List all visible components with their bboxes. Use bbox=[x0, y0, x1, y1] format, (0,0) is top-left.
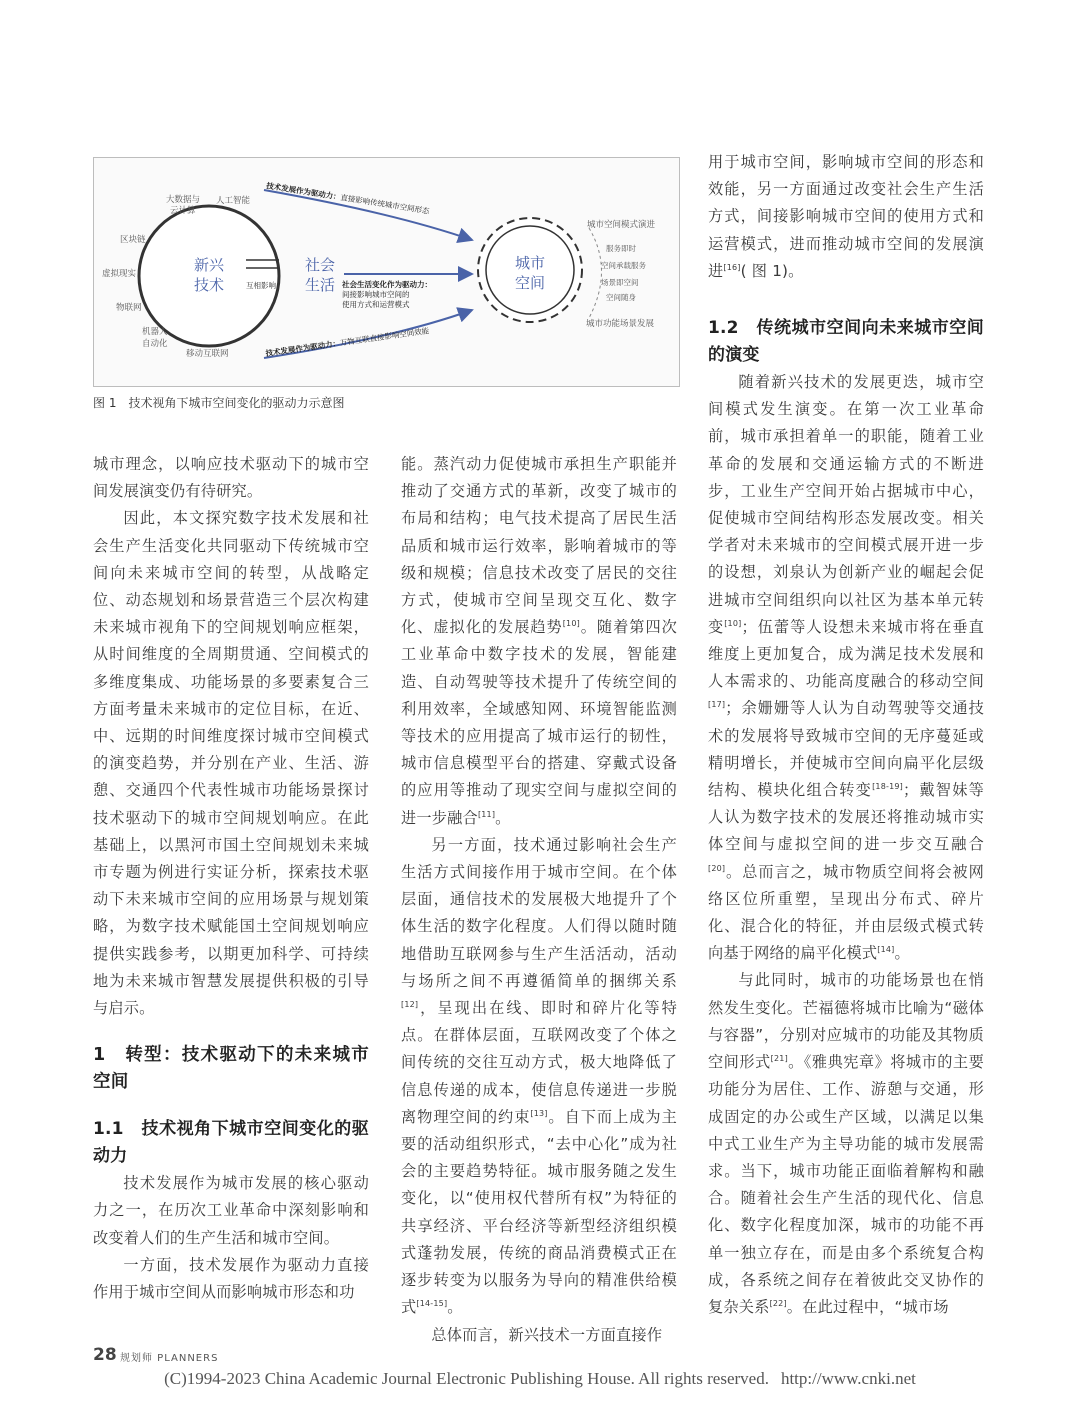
citation: [10] bbox=[724, 618, 742, 628]
paragraph: 随着新兴技术的发展更迭，城市空间模式发生演变。在第一次工业革命前，城市承担着单一的职能，随着工业革命的发展和交通运输方式的不断进步，工业生产空间开始占据城市中心，促使城市空间结构形态发展改变。相关学者对未来城市的空间模式展开进一步的设想，刘泉认为创新产业的崛起会促进城市空间组织向以社区为基本单元转变[10]；伍蕾等人设想未来城市将在垂直维度上更加复合，成为满足技术发展和人本需求的、功能高度融合的移动空间[17]；余姗姗等人认为自动驾驶等交通技术的发展将导致城市空间的无序蔓延或精明增长，并使城市空间向扁平化层级结构、模块化组合转变[18-19]；戴智妹等人认为数字技术的发展还将推动城市实体空间与虚拟空间的进一步交互融合[20]。总而言之，城市物质空间将会被网络区位所重塑，呈现出分布式、碎片化、混合化的特征，并由层级式模式转向基于网络的扁平化模式[14]。 bbox=[708, 373, 985, 963]
paragraph: 总体而言，新兴技术一方面直接作 bbox=[431, 1325, 663, 1344]
label-blockchain: 区块链 bbox=[120, 235, 146, 245]
arrow-mid-line3: 使用方式和运营模式 bbox=[342, 300, 410, 309]
section-heading-1: 1 转型：技术驱动下的未来城市空间 bbox=[93, 1045, 369, 1093]
citation: [20] bbox=[708, 863, 726, 873]
column-3 bbox=[708, 149, 984, 1321]
cnki-link[interactable]: http://www.cnki.net bbox=[780, 1369, 916, 1388]
label-ai: 人工智能 bbox=[216, 196, 251, 206]
arrow-top-rest: 直接影响传统城市空间形态 bbox=[339, 192, 431, 216]
right-arc bbox=[589, 228, 602, 318]
citation: [18-19] bbox=[872, 782, 903, 791]
copyright-text: (C)1994-2023 China Academic Journal Electronic Publishing House. All rights reserved. bbox=[164, 1369, 769, 1388]
column-1 bbox=[93, 451, 369, 1306]
label-bigdata: 大数据与 bbox=[166, 195, 201, 205]
svg-text:技术发展作为驱动力：万物互联直接影响空间效能 bbox=[264, 325, 430, 358]
citation: [12] bbox=[401, 1000, 419, 1009]
section-heading-1-1: 1.1 技术视角下城市空间变化的驱动力 bbox=[93, 1119, 369, 1167]
arrow-top-bold: 技术发展作为驱动力： bbox=[265, 181, 342, 202]
city-line1: 城市 bbox=[514, 254, 546, 272]
label-mode-evolution: 城市空间模式演进 bbox=[587, 220, 656, 230]
label-robot: 机器人 bbox=[142, 327, 168, 337]
column-2 bbox=[401, 451, 677, 1349]
society-line1: 社会 bbox=[304, 256, 336, 274]
paragraph: 因此，本文探究数字技术发展和社会生产生活变化共同驱动下传统城市空间向未来城市空间的转型，从战略定位、动态规划和场景营造三个层次构建未来城市视角下的空间规划响应框架，从时间维度的全周期贯通、空间模式的多维度集成、功能场景的多要素复合三方面考量未来城市的定位目标，在近、中、远期的时间维度探讨城市空间模式的演变趋势，并分别在产业、生活、游憩、交通四个代表性城市功能场景探讨技术驱动下的城市空间规划响应。在此基础上，以黑河市国土空间规划未来城市专题为例进行实证分析，探索技术驱动下未来城市空间的应用场景与规划策略，为数字技术赋能国土空间规划响应提供实践参考，以期更加科学、可持续地为未来城市智慧发展提供积极的引导与启示。 bbox=[93, 509, 369, 1018]
page-number: 28 bbox=[93, 1345, 117, 1365]
label-cloud: 云计算 bbox=[170, 206, 196, 216]
label-space-portable: 空间随身 bbox=[606, 293, 636, 302]
paragraph: 用于城市空间，影响城市空间的形态和效能，另一方面通过改变社会生产生活方式，间接影响城市空间的使用方式和运营模式，进而推动城市空间的发展演进[16]( 图 1)。 bbox=[708, 153, 984, 280]
svg-text:技术发展作为驱动力：直接影响传统城市空间形态 bbox=[265, 180, 431, 216]
label-instant-service: 服务即时 bbox=[606, 244, 636, 253]
citation: [16] bbox=[723, 262, 741, 272]
journal-name: 规划师 PLANNERS bbox=[120, 1353, 219, 1364]
driving-force-diagram bbox=[94, 158, 679, 386]
arrow-mid-line2: 间接影响城市空间的 bbox=[342, 290, 410, 299]
tech-circle-line2: 技术 bbox=[193, 276, 225, 294]
label-scene-is-space: 场景即空间 bbox=[601, 278, 639, 287]
city-line2: 空间 bbox=[514, 274, 546, 292]
paragraph: 能。蒸汽动力促使城市承担生产职能并推动了交通方式的革新，改变了城市的布局和结构；电气技术提高了居民生活品质和城市运行效率，影响着城市的等级和规模；信息技术改变了居民的交往方式，使城市空间呈现交互化、数字化、虚拟化的发展趋势[10]。随着第四次工业革命中数字技术的发展，智能建造、自动驾驶等技术提升了传统空间的利用效率，全域感知网、环境智能监测等技术的应用提高了城市运行的韧性，城市信息模型平台的搭建、穿戴式设备的应用等推动了现实空间与虚拟空间的进一步融合[11]。 bbox=[401, 455, 678, 827]
label-space-carries-service: 空间承载服务 bbox=[601, 261, 646, 270]
mutual-label: 互相影响 bbox=[246, 281, 276, 290]
tech-circle-line1: 新兴 bbox=[193, 256, 225, 274]
citation: [21] bbox=[770, 1054, 788, 1064]
paragraph: 一方面，技术发展作为驱动力直接作用于城市空间从而影响城市形态和功 bbox=[93, 1255, 369, 1302]
citation: [14] bbox=[877, 945, 895, 955]
citation: [11] bbox=[477, 809, 496, 819]
citation: [17] bbox=[708, 700, 726, 710]
paragraph: 城市理念，以响应技术驱动下的城市空间发展演变仍有待研究。 bbox=[93, 455, 369, 501]
copyright-notice bbox=[0, 1369, 1080, 1397]
paragraph: 另一方面，技术通过影响社会生产生活方式间接作用于城市空间。在个体层面，通信技术的发展极大地提升了个体生活的数字化程度。人们得以随时随地借助互联网参与生产生活活动，活动与场所之间不再遵循简单的捆绑关系[12]，呈现出在线、即时和碎片化等特点。在群体层面，互联网改变了个体之间传统的交往互动方式，极大地降低了信息传递的成本，使信息传递进一步脱离物理空间的约束[13]。自下而上成为主要的活动组织形式，“去中心化”成为社会的主要趋势特征。城市服务随之发生变化，以“使用权代替所有权”为特征的共享经济、平台经济等新型经济组织模式蓬勃发展，传统的商品消费模式正在逐步转变为以服务为导向的精准供给模式[14-15]。 bbox=[401, 835, 677, 1317]
figure-caption: 图 1 技术视角下城市空间变化的驱动力示意图 bbox=[93, 396, 345, 410]
label-scene-development: 城市功能场景发展 bbox=[586, 319, 655, 329]
section-heading-1-2: 1.2 传统城市空间向未来城市空间的演变 bbox=[708, 318, 984, 366]
citation: [22] bbox=[769, 1298, 787, 1308]
citation: [10] bbox=[562, 619, 580, 629]
arrow-bottom-bold: 技术发展作为驱动力： bbox=[265, 338, 341, 358]
arrow-mid-bold: 社会生活变化作为驱动力： bbox=[342, 280, 432, 289]
citation: [14-15] bbox=[416, 1299, 448, 1309]
society-line2: 生活 bbox=[304, 276, 336, 294]
label-iot: 物联网 bbox=[116, 303, 142, 313]
label-mobile-internet: 移动互联网 bbox=[186, 349, 229, 359]
arrow-bottom-rest: 万物互联直接影响空间效能 bbox=[339, 326, 430, 348]
figure-1 bbox=[93, 157, 680, 387]
paragraph: 与此同时，城市的功能场景也在悄然发生变化。芒福德将城市比喻为“磁体与容器”，分别对应城市的功能及其物质空间形式[21]。《雅典宪章》将城市的主要功能分为居住、工作、游憩与交通，形成固定的办公或生产区域，以满足以集中式工业生产为主导功能的城市发展需求。当下，城市功能正面临着解构和融合。随着社会生产生活的现代化、信息化、数字化程度加深，城市的功能不再单一独立存在，而是由多个系统复合构成，各系统之间存在着彼此交叉协作的复杂关系[22]。在此过程中，“城市场 bbox=[708, 971, 984, 1316]
paragraph: 技术发展作为城市发展的核心驱动力之一，在历次工业革命中深刻影响和改变着人们的生产生活和城市空间。 bbox=[93, 1174, 369, 1247]
citation: [13] bbox=[530, 1108, 548, 1118]
label-automation: 自动化 bbox=[142, 339, 168, 349]
label-vr: 虚拟现实 bbox=[102, 269, 137, 279]
